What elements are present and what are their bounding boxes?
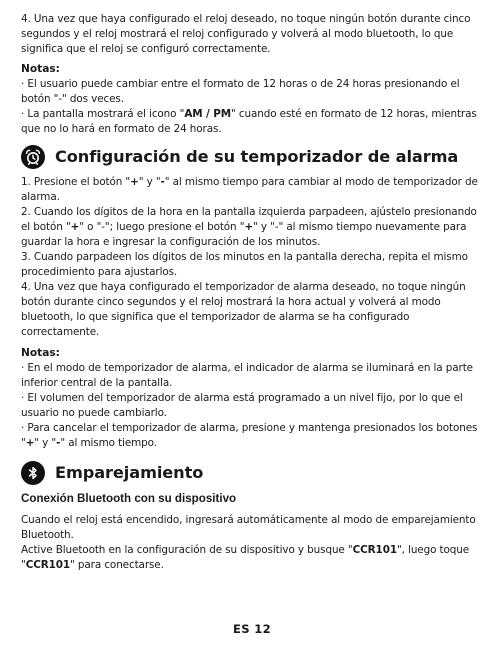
alarm-section-header <box>21 145 484 169</box>
alarm-note-cancel: · Para cancelar el temporizador de alarma, presione y mantenga presionados los botones "+" y "-" al mismo tiempo. <box>21 422 478 449</box>
pairing-paragraph-1: Cuando el reloj está encendido, ingresará automáticamente al modo de emparejamiento Bluetooth. <box>21 514 476 541</box>
alarm-step-3: 3. Cuando parpadeen los dígitos de los minutos en la pantalla derecha, repita el mismo procedimiento para ajustarlos. <box>21 251 468 278</box>
alarm-step-2: 2. Cuando los dígitos de la hora en la pantalla izquierda parpadeen, ajústelo presionando el botón "+" o "-"; luego presione el botón "+" y "-" al mismo tiempo nuevamente para guardar la hora e ingresar la configuración de los minutos. <box>21 206 477 248</box>
note-format-toggle: · El usuario puede cambiar entre el formato de 12 horas o de 24 horas presionando el botón "-" dos veces. <box>21 78 460 105</box>
note-am-pm: · La pantalla mostrará el icono "AM / PM" cuando esté en formato de 12 horas, mientras que no lo hará en formato de 24 horas. <box>21 108 477 135</box>
alarm-note-indicator: · En el modo de temporizador de alarma, el indicador de alarma se iluminará en la parte inferior central de la pantalla. <box>21 362 473 389</box>
alarm-notes-heading: Notas: <box>21 347 60 359</box>
pairing-section-title: Emparejamiento <box>55 463 204 482</box>
alarm-note-volume: · El volumen del temporizador de alarma está programado a un nivel fijo, por lo que el usuario no puede cambiarlo. <box>21 392 463 419</box>
bluetooth-icon <box>21 461 45 485</box>
page-number: ES 12 <box>233 622 271 636</box>
pairing-paragraph-2: Active Bluetooth en la configuración de su dispositivo y busque "CCR101", luego toque "CCR101" para conectarse. <box>21 544 470 571</box>
bluetooth-connection-subtitle: Conexión Bluetooth con su dispositivo <box>21 492 237 505</box>
alarm-clock-icon <box>21 145 45 169</box>
pairing-section-header <box>21 461 484 485</box>
notes-heading: Notas: <box>21 63 60 75</box>
alarm-section-title: Configuración de su temporizador de alarma <box>55 147 459 166</box>
alarm-step-1: 1. Presione el botón "+" y "-" al mismo tiempo para cambiar al modo de temporizador de alarma. <box>21 176 478 203</box>
step-4-clock: 4. Una vez que haya configurado el reloj deseado, no toque ningún botón durante cinco segundos y el reloj mostrará el reloj configurado y volverá al modo bluetooth, lo que significa que el reloj se configuró correctamente. <box>21 13 471 55</box>
alarm-step-4: 4. Una vez que haya configurado el temporizador de alarma deseado, no toque ningún botón durante cinco segundos y el reloj mostrará la hora actual y volverá al modo bluetooth, lo que significa que el temporizador de alarma se ha configurado correctamente. <box>21 281 466 338</box>
